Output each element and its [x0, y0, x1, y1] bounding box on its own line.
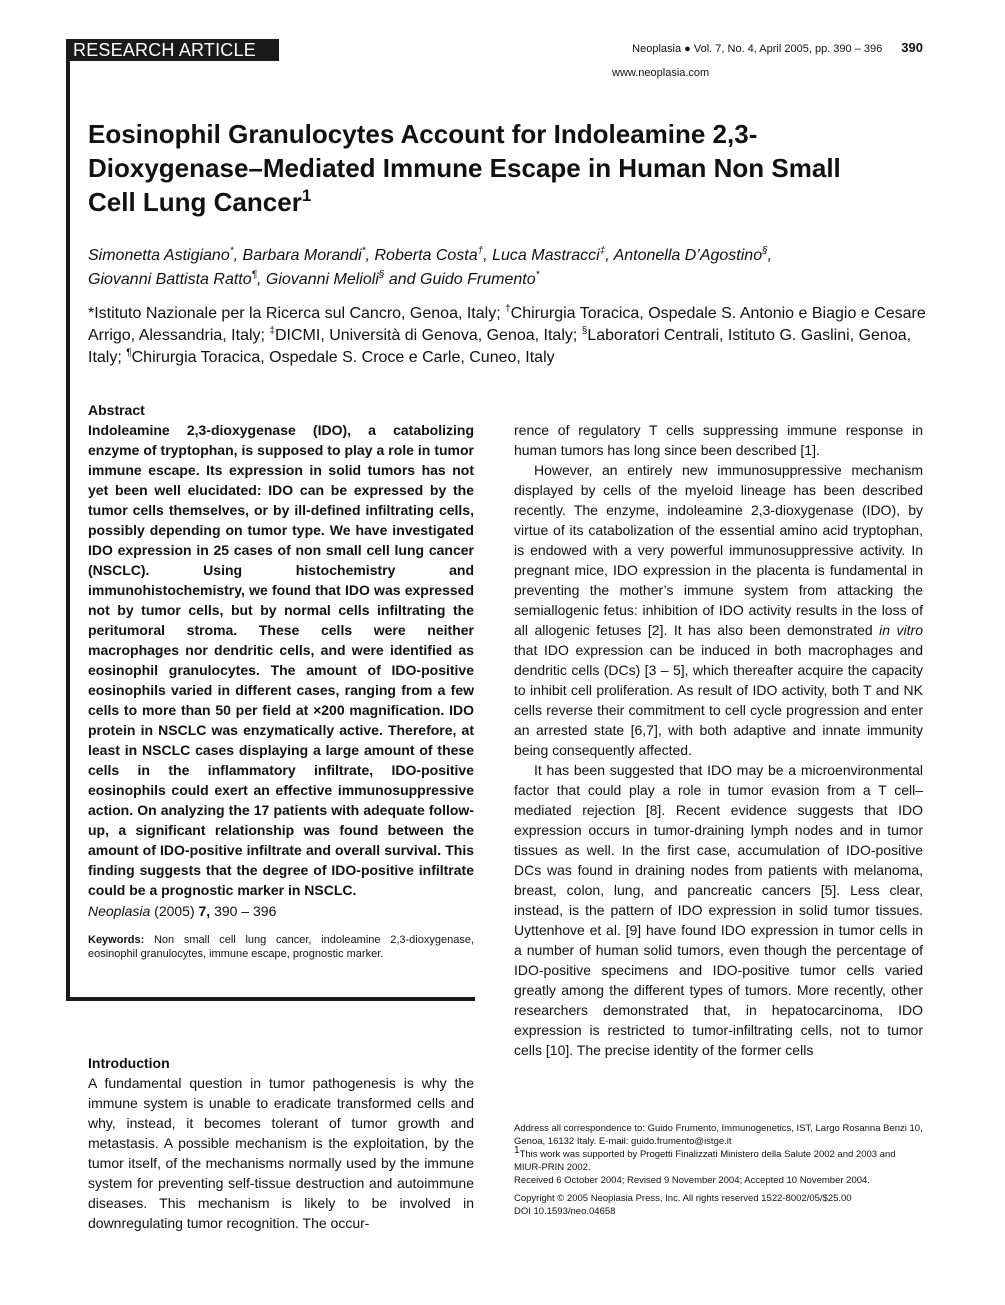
abstract-vertical-rule — [66, 39, 70, 1001]
author-affiliation-mark: ¶ — [251, 269, 258, 281]
title-footnote-mark: 1 — [301, 186, 312, 205]
author-name: Simonetta Astigiano — [88, 247, 230, 264]
copyright: Copyright © 2005 Neoplasia Press, Inc. All rights reserved 1522-8002/05/$25.00 — [514, 1192, 852, 1204]
introduction-text: A fundamental question in tumor pathogenesis is why the immune system is unable to eradicate transformed cells and why, instead, it becomes tolerant of tumor growth and metastasis. A possible mechanism is the exploitation, by the tumor itself, of the mechanisms normally used by the immune system for preventing self-tissue destruction and autoimmune diseases. This mechanism is likely to be involved in downregulating tumor recognition. The occur- — [88, 1075, 474, 1231]
title-text: Eosinophil Granulocytes Account for Indoleamine 2,3-Dioxygenase–Mediated Immune Escape in Human Non Small Cell Lung Cancer — [88, 119, 841, 217]
author-list: Simonetta Astigiano*, Barbara Morandi*, Roberta Costa†, Luca Mastracci‡, Antonella D’Agostino§, Giovanni Battista Ratto¶, Giovanni Melioli§ and Guido Frumento* — [88, 245, 773, 288]
citation-journal: Neoplasia — [88, 903, 151, 919]
author-affiliation-mark: § — [762, 245, 768, 257]
affiliation-mark: ¶ — [126, 347, 132, 359]
author-affiliation-mark: * — [535, 269, 540, 281]
abstract-text: Indoleamine 2,3-dioxygenase (IDO), a catabolizing enzyme of tryptophan, is supposed to play a role in tumor immune escape. Its expression in solid tumors has not yet been well elucidated: IDO can be expressed by the tumor cells themselves, or by ill-defined infiltrating cells, possibly depending on tumor type. We have investigated IDO expression in 25 cases of non small cell lung cancer (NSCLC). Using histochemistry and immunohistochemistry, we found that IDO was expressed not by tumor cells, but by normal cells infiltrating the peritumoral stroma. These cells were neither macrophages nor dendritic cells, and were identified as eosinophil granulocytes. The amount of IDO-positive eosinophils varied in different cases, ranging from a few cells to more than 50 per field at ×200 magnification. IDO protein in NSCLC was enzymatically active. Therefore, at least in NSCLC cases displaying a large amount of these cells in the inflammatory infiltrate, IDO-positive eosinophils could exert an effective immunosuppressive action. On analyzing the 17 patients with adequate follow-up, a significant relationship was found between the amount of IDO-positive infiltrate and overall survival. This finding suggests that the degree of IDO-positive infiltrate could be a prognostic marker in NSCLC. — [88, 422, 474, 898]
author-name: Guido Frumento — [420, 271, 536, 288]
author-affiliation-mark: † — [477, 245, 484, 257]
author-name: Barbara Morandi — [242, 247, 362, 264]
keywords-text: Non small cell lung cancer, indoleamine 2,3-dioxygenase, eosinophil granulocytes, immune escape, prognostic marker. — [88, 934, 474, 960]
page-number: 390 — [901, 40, 923, 55]
right-column-text — [514, 420, 923, 1060]
affiliations — [88, 303, 928, 369]
paragraph: It has been suggested that IDO may be a microenvironmental factor that could play a role in tumor evasion from a T cell– mediated rejection [8]. Recent evidence suggests that IDO expression occurs in tumor-draining lymph nodes and in tumor tissues as well. In the first case, accumulation of IDO-positive DCs was found in draining nodes from patients with melanoma, breast, colon, lung, and pancreatic cancers [5]. Less clear, instead, is the pattern of IDO expression in solid tumor tissues. Uyttenhove et al. [9] have found IDO expression in tumor cells in a number of human solid tumors, even though the percentage of IDO-positive specimens and IDO-positive tumor cells varied greatly among the different types of tumors. More recently, other researchers demonstrated that, in hepatocarcinoma, IDO expression is restricted to tumor-infiltrating cells, not to tumor cells [10]. The precise identity of the former cells — [514, 762, 923, 1058]
author-affiliation-mark: ‡ — [599, 245, 606, 257]
abstract-section — [88, 400, 474, 961]
introduction-heading: Introduction — [88, 1055, 170, 1071]
bullet-icon: ● — [684, 43, 691, 55]
author-name: Antonella D’Agostino — [613, 247, 763, 264]
affiliation-mark: ‡ — [269, 325, 275, 337]
author-affiliation-mark: * — [229, 245, 234, 257]
affiliation-mark: † — [505, 303, 511, 315]
paragraph: rence of regulatory T cells suppressing immune response in human tumors has long since been described [1]. — [514, 422, 923, 458]
journal-issue: Vol. 7, No. 4, April 2005, pp. 390 – 396 — [693, 43, 883, 55]
author-affiliation-mark: § — [378, 269, 385, 281]
received-dates: Received 6 October 2004; Revised 9 November 2004; Accepted 10 November 2004. — [514, 1175, 870, 1186]
abstract-heading: Abstract — [88, 402, 145, 418]
article-title — [88, 117, 848, 219]
article-type-label: RESEARCH ARTICLE — [68, 39, 279, 61]
citation-pages: 390 – 396 — [210, 903, 277, 919]
author-name: Luca Mastracci — [492, 247, 600, 264]
journal-header — [632, 40, 923, 55]
author-affiliation-mark: * — [361, 245, 366, 257]
affiliation-mark: * — [88, 305, 95, 322]
author-name: Roberta Costa — [374, 247, 478, 264]
affiliation-text: Laboratori Centrali, Istituto G. Gaslini, Genoa, Italy; — [88, 327, 912, 366]
keywords-label: Keywords: — [88, 934, 145, 946]
funding-note: $^1$This work was supported by Progetti Finalizzati Ministero della Salute 2002 and 2003 and MIUR-PRIN 2002. — [514, 1144, 896, 1173]
author-name: Giovanni Melioli — [265, 271, 379, 288]
journal-name: Neoplasia — [632, 43, 682, 55]
citation-volume: 7, — [198, 903, 211, 919]
doi: DOI 10.1593/neo.04658 — [514, 1206, 616, 1217]
keywords — [88, 933, 474, 961]
introduction-section — [88, 1053, 474, 1233]
abstract-bottom-rule — [66, 997, 475, 1001]
affiliation-mark: § — [581, 325, 588, 337]
correspondence-address: Address all correspondence to: Guido Frumento, Immunogenetics, IST, Largo Rosanna Benzi 10, Genoa, 16132 Italy. E-mail: guido.frumento@istge.it — [514, 1123, 923, 1147]
citation — [88, 901, 474, 921]
affiliation-text: Chirurgia Toracica, Ospedale S. Croce e Carle, Cuneo, Italy — [131, 349, 555, 366]
author-name: Giovanni Battista Ratto — [88, 271, 252, 288]
citation-year: (2005) — [150, 903, 199, 919]
affiliation-text: Istituto Nazionale per la Ricerca sul Cancro, Genoa, Italy; — [94, 305, 506, 322]
affiliation-text: Chirurgia Toracica, Ospedale S. Antonio e Biagio e Cesare Arrigo, Alessandria, Italy; — [88, 305, 926, 344]
journal-url[interactable]: www.neoplasia.com — [612, 67, 710, 79]
paragraph: However, an entirely new immunosuppressive mechanism displayed by cells of the myeloid lineage has been described recently. The enzyme, indoleamine 2,3-dioxygenase (IDO), by virtue of its catabolization of the essential amino acid tryptophan, is endowed with a very powerful immunosuppressive activity. In pregnant mice, IDO expression in the placenta is fundamental in preventing the mother’s immune system from attacking the semiallogenic fetus: inhibition of IDO activity results in the loss of all allogenic fetuses [2]. It has also been demonstrated in vitro that IDO expression can be induced in both macrophages and dendritic cells (DCs) [3 – 5], which thereafter acquire the capacity to inhibit cell proliferation. As result of IDO activity, both T and NK cells reverse their commitment to cell cycle progression and enter an arrested state [6,7], with both adaptive and innate immunity being consequently affected. — [514, 462, 924, 758]
footnotes — [514, 1123, 923, 1220]
affiliation-text: DICMI, Università di Genova, Genoa, Italy; — [274, 327, 582, 344]
